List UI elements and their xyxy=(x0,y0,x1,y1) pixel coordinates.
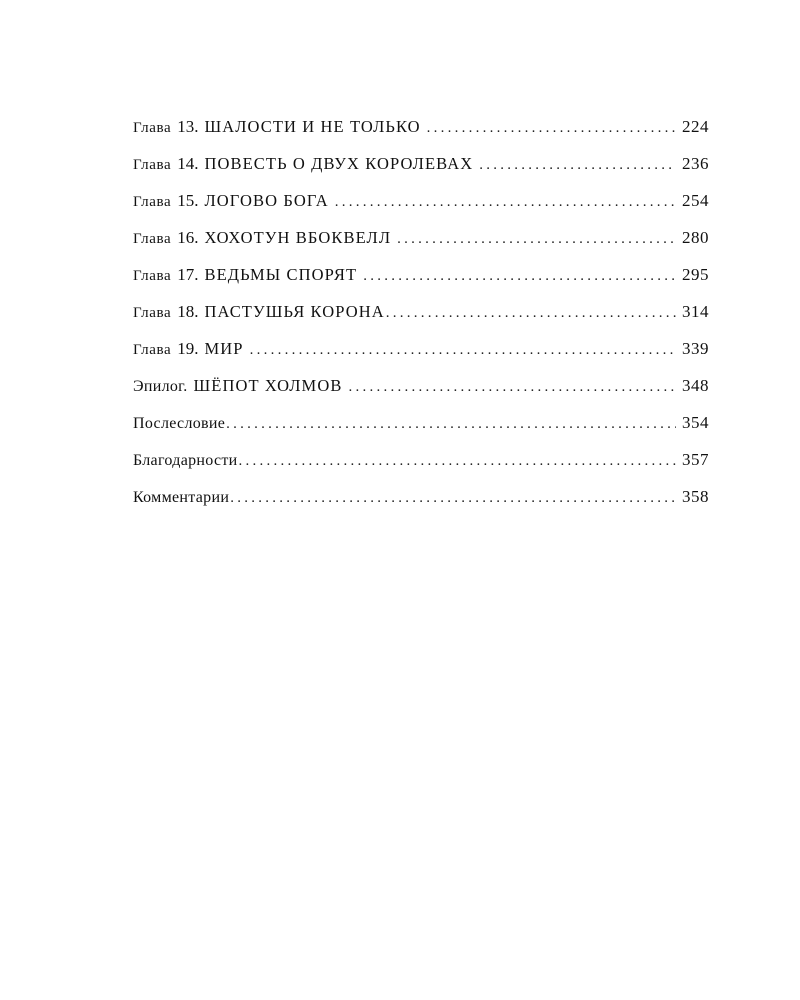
dot-leader xyxy=(348,372,676,402)
toc-entry-comments[interactable] xyxy=(133,482,709,519)
epilogue-prefix: Эпилог. xyxy=(133,378,188,395)
page-number: 357 xyxy=(682,450,709,469)
chapter-title: ПАСТУШЬЯ КОРОНА xyxy=(204,302,385,321)
dot-leader xyxy=(230,483,676,513)
chapter-title: ВЕДЬМЫ СПОРЯТ xyxy=(204,265,358,284)
dot-leader xyxy=(427,113,676,143)
chapter-number: 18. xyxy=(177,302,199,321)
toc-entry-epilogue[interactable] xyxy=(133,371,709,408)
chapter-title: ХОХОТУН ВБОКВЕЛЛ xyxy=(204,228,392,247)
chapter-prefix: Глава xyxy=(133,194,172,210)
chapter-prefix: Глава xyxy=(133,157,172,173)
page-number: 280 xyxy=(682,228,709,247)
chapter-prefix: Глава xyxy=(133,120,172,136)
dot-leader xyxy=(363,261,676,291)
chapter-title: ЛОГОВО БОГА xyxy=(204,191,329,210)
table-of-contents xyxy=(133,112,709,519)
chapter-number: 17. xyxy=(177,265,199,284)
page-number: 348 xyxy=(682,376,709,395)
dot-leader xyxy=(397,224,676,254)
toc-entry-afterword[interactable] xyxy=(133,408,709,445)
toc-entry-chapter-19[interactable] xyxy=(133,334,709,371)
afterword-title: Послесловие xyxy=(133,415,226,432)
chapter-number: 19. xyxy=(177,339,199,358)
toc-entry-acknowledgements[interactable] xyxy=(133,445,709,482)
chapter-number: 16. xyxy=(177,228,199,247)
toc-entry-chapter-15[interactable] xyxy=(133,186,709,223)
dot-leader xyxy=(226,409,676,439)
comments-title: Комментарии xyxy=(133,489,230,506)
chapter-title: ПОВЕСТЬ О ДВУХ КОРОЛЕВАХ xyxy=(204,154,474,173)
toc-entry-chapter-14[interactable] xyxy=(133,149,709,186)
dot-leader xyxy=(250,335,676,365)
chapter-prefix: Глава xyxy=(133,305,172,321)
chapter-number: 14. xyxy=(177,154,199,173)
chapter-title: МИР xyxy=(204,339,244,358)
page-number: 354 xyxy=(682,413,709,432)
chapter-prefix: Глава xyxy=(133,342,172,358)
page-number: 224 xyxy=(682,117,709,136)
page-number: 236 xyxy=(682,154,709,173)
toc-entry-chapter-18[interactable] xyxy=(133,297,709,334)
page-number: 254 xyxy=(682,191,709,210)
chapter-number: 15. xyxy=(177,191,199,210)
chapter-number: 13. xyxy=(177,117,199,136)
page-number: 314 xyxy=(682,302,709,321)
epilogue-title: ШЁПОТ ХОЛМОВ xyxy=(193,376,343,395)
chapter-title: ШАЛОСТИ И НЕ ТОЛЬКО xyxy=(204,117,421,136)
acknowledgements-title: Благодарности xyxy=(133,452,238,469)
dot-leader xyxy=(386,298,676,328)
dot-leader xyxy=(239,446,676,476)
page-number: 358 xyxy=(682,487,709,506)
dot-leader xyxy=(335,187,676,217)
chapter-prefix: Глава xyxy=(133,268,172,284)
toc-entry-chapter-13[interactable] xyxy=(133,112,709,149)
page-number: 295 xyxy=(682,265,709,284)
page-number: 339 xyxy=(682,339,709,358)
dot-leader xyxy=(479,150,676,180)
chapter-prefix: Глава xyxy=(133,231,172,247)
toc-entry-chapter-17[interactable] xyxy=(133,260,709,297)
toc-entry-chapter-16[interactable] xyxy=(133,223,709,260)
